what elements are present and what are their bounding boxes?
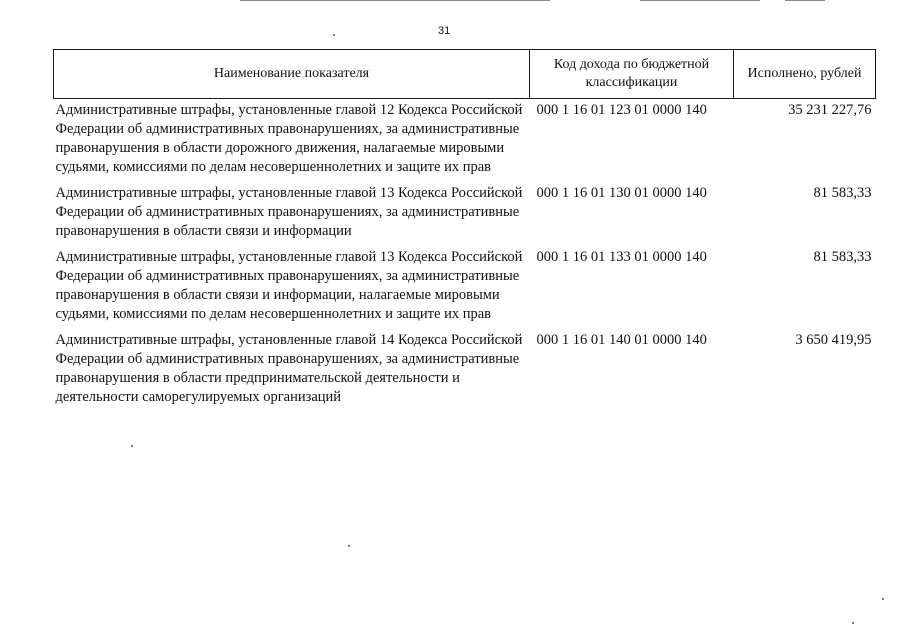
indicator-name: Административные штрафы, установленные главой 13 Кодекса Российской Федерации об административных правонарушениях, за административные правонарушения в области связи и информации, налагаемые мировыми судьями, комиссиями по делам несовершеннолетних и защите их прав [55,249,523,322]
revenue-code: 000 1 16 01 123 01 0000 140 [536,102,707,118]
table-header-row [54,50,876,99]
indicator-name: Административные штрафы, установленные главой 12 Кодекса Российской Федерации об административных правонарушениях, за административные правонарушения в области дорожного движения, налагаемые мировыми судьями, комиссиями по делам несовершеннолетних и защите их прав [55,102,523,175]
header-code: Код дохода по бюджетной классификации [530,50,734,99]
scan-speck [852,622,854,624]
scan-speck [333,34,335,36]
scan-speck [348,545,350,547]
executed-amount: 81 583,33 [813,249,872,265]
header-name: Наименование показателя [54,50,530,99]
scan-speck [882,598,884,600]
revenue-code: 000 1 16 01 130 01 0000 140 [536,185,707,201]
executed-amount: 81 583,33 [813,185,872,201]
header-value: Исполнено, рублей [734,50,876,99]
revenue-code: 000 1 16 01 133 01 0000 140 [536,249,707,265]
revenue-code: 000 1 16 01 140 01 0000 140 [536,332,707,348]
revenue-table [53,49,876,414]
executed-amount: 35 231 227,76 [788,102,872,118]
scan-speck [131,445,133,447]
table-row [54,248,876,331]
indicator-name: Административные штрафы, установленные главой 13 Кодекса Российской Федерации об административных правонарушениях, за административные правонарушения в области связи и информации [55,185,523,239]
table-row [54,331,876,414]
page-number: 31 [438,25,451,37]
indicator-name: Административные штрафы, установленные главой 14 Кодекса Российской Федерации об административных правонарушениях, за административные правонарушения в области предпринимательской деятельности и деятельности саморегулируемых организаций [55,332,523,405]
table-row [54,184,876,248]
table-row [54,99,876,185]
scan-top-edge [0,0,901,1]
executed-amount: 3 650 419,95 [795,332,872,348]
